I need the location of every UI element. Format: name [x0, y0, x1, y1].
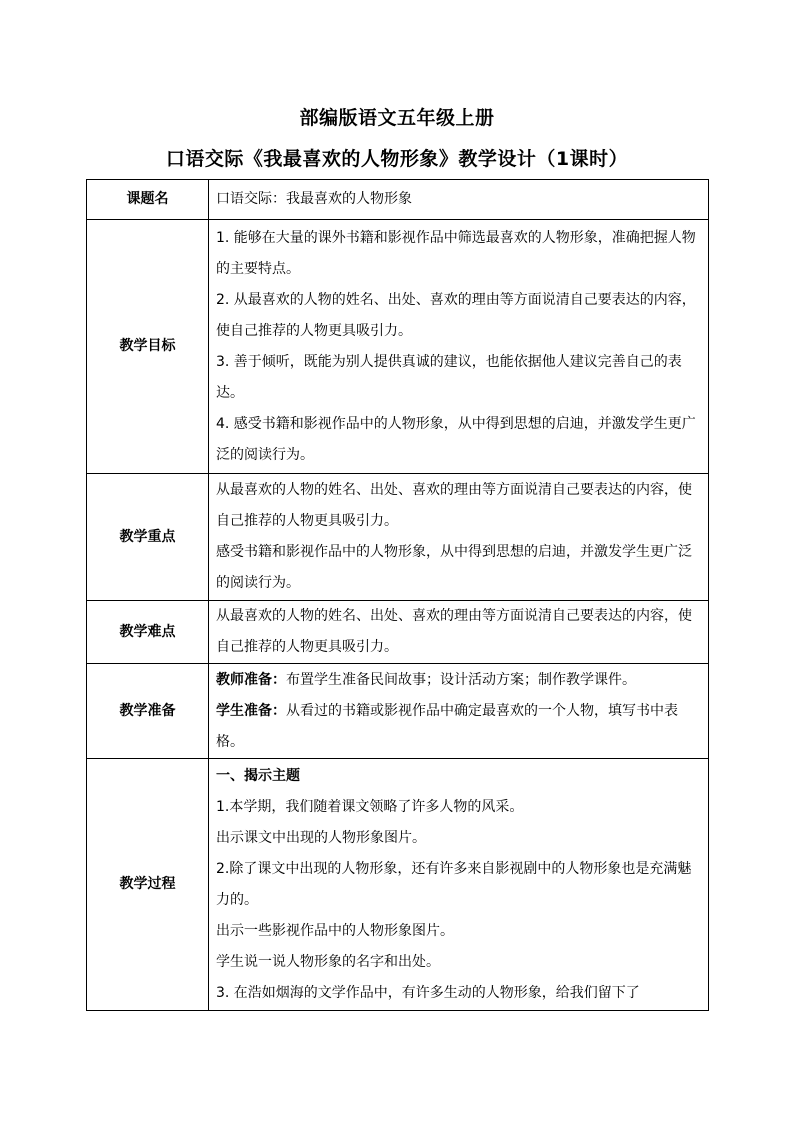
document-title: 部编版语文五年级上册 — [299, 107, 495, 129]
goals-content — [209, 220, 709, 474]
goal-item: 4. 感受书籍和影视作品中的人物形象，从中得到思想的启迪，并激发学生更广泛的阅读行为。 — [216, 415, 696, 463]
difficulties-label: 教学难点 — [87, 601, 209, 664]
key-point-item: 感受书籍和影视作品中的人物形象，从中得到思想的启迪，并激发学生更广泛的阅读行为。 — [216, 544, 692, 591]
goals-label: 教学目标 — [87, 220, 209, 474]
goal-item: 1. 能够在大量的课外书籍和影视作品中筛选最喜欢的人物形象，准确把握人物的主要特点。 — [216, 229, 696, 277]
goal-item: 2. 从最喜欢的人物的姓名、出处、喜欢的理由等方面说清自己要表达的内容，使自己推荐的人物更具吸引力。 — [216, 291, 696, 339]
row-difficulties — [87, 601, 709, 664]
goal-item: 3. 善于倾听，既能为别人提供真诚的建议，也能依据他人建议完善自己的表达。 — [216, 353, 682, 401]
difficulty-item: 从最喜欢的人物的姓名、出处、喜欢的理由等方面说清自己要表达的内容，使自己推荐的人物更具吸引力。 — [216, 608, 692, 655]
teacher-preparation-label: 教师准备： — [216, 671, 286, 688]
row-process — [87, 759, 709, 1011]
process-item: 学生说一说人物形象的名字和出处。 — [216, 953, 440, 970]
process-label: 教学过程 — [87, 759, 209, 1011]
teacher-preparation-text: 布置学生准备民间故事；设计活动方案；制作教学课件。 — [286, 671, 636, 688]
key-point-item: 从最喜欢的人物的姓名、出处、喜欢的理由等方面说清自己要表达的内容，使自己推荐的人物更具吸引力。 — [216, 482, 692, 529]
student-preparation-text: 从看过的书籍或影视作品中确定最喜欢的一个人物，填写书中表格。 — [216, 702, 678, 750]
preparation-label: 教学准备 — [87, 664, 209, 759]
difficulties-content — [209, 601, 709, 664]
process-content — [209, 759, 709, 1011]
student-preparation — [216, 696, 702, 758]
preparation-content — [209, 664, 709, 759]
lesson-title: 口语交际《我最喜欢的人物形象》教学设计（1课时） — [165, 148, 629, 170]
topic-label: 课题名 — [87, 180, 209, 220]
row-preparation — [87, 664, 709, 759]
topic-value: 口语交际：我最喜欢的人物形象 — [209, 180, 709, 220]
lesson-plan-table — [86, 179, 709, 1011]
row-topic — [87, 180, 709, 220]
teacher-preparation — [216, 665, 702, 696]
process-item: 出示课文中出现的人物形象图片。 — [216, 829, 426, 846]
process-item: 1.本学期，我们随着课文领略了许多人物的风采。 — [216, 798, 524, 815]
process-heading: 一、揭示主题 — [216, 767, 300, 784]
key-points-label: 教学重点 — [87, 474, 209, 601]
student-preparation-label: 学生准备： — [216, 702, 286, 719]
process-item: 出示一些影视作品中的人物形象图片。 — [216, 922, 454, 939]
process-item: 3. 在浩如烟海的文学作品中，有许多生动的人物形象，给我们留下了 — [216, 984, 640, 1001]
key-points-content — [209, 474, 709, 601]
process-item: 2.除了课文中出现的人物形象，还有许多来自影视剧中的人物形象也是充满魅力的。 — [216, 860, 692, 908]
row-goals — [87, 220, 709, 474]
row-key-points — [87, 474, 709, 601]
